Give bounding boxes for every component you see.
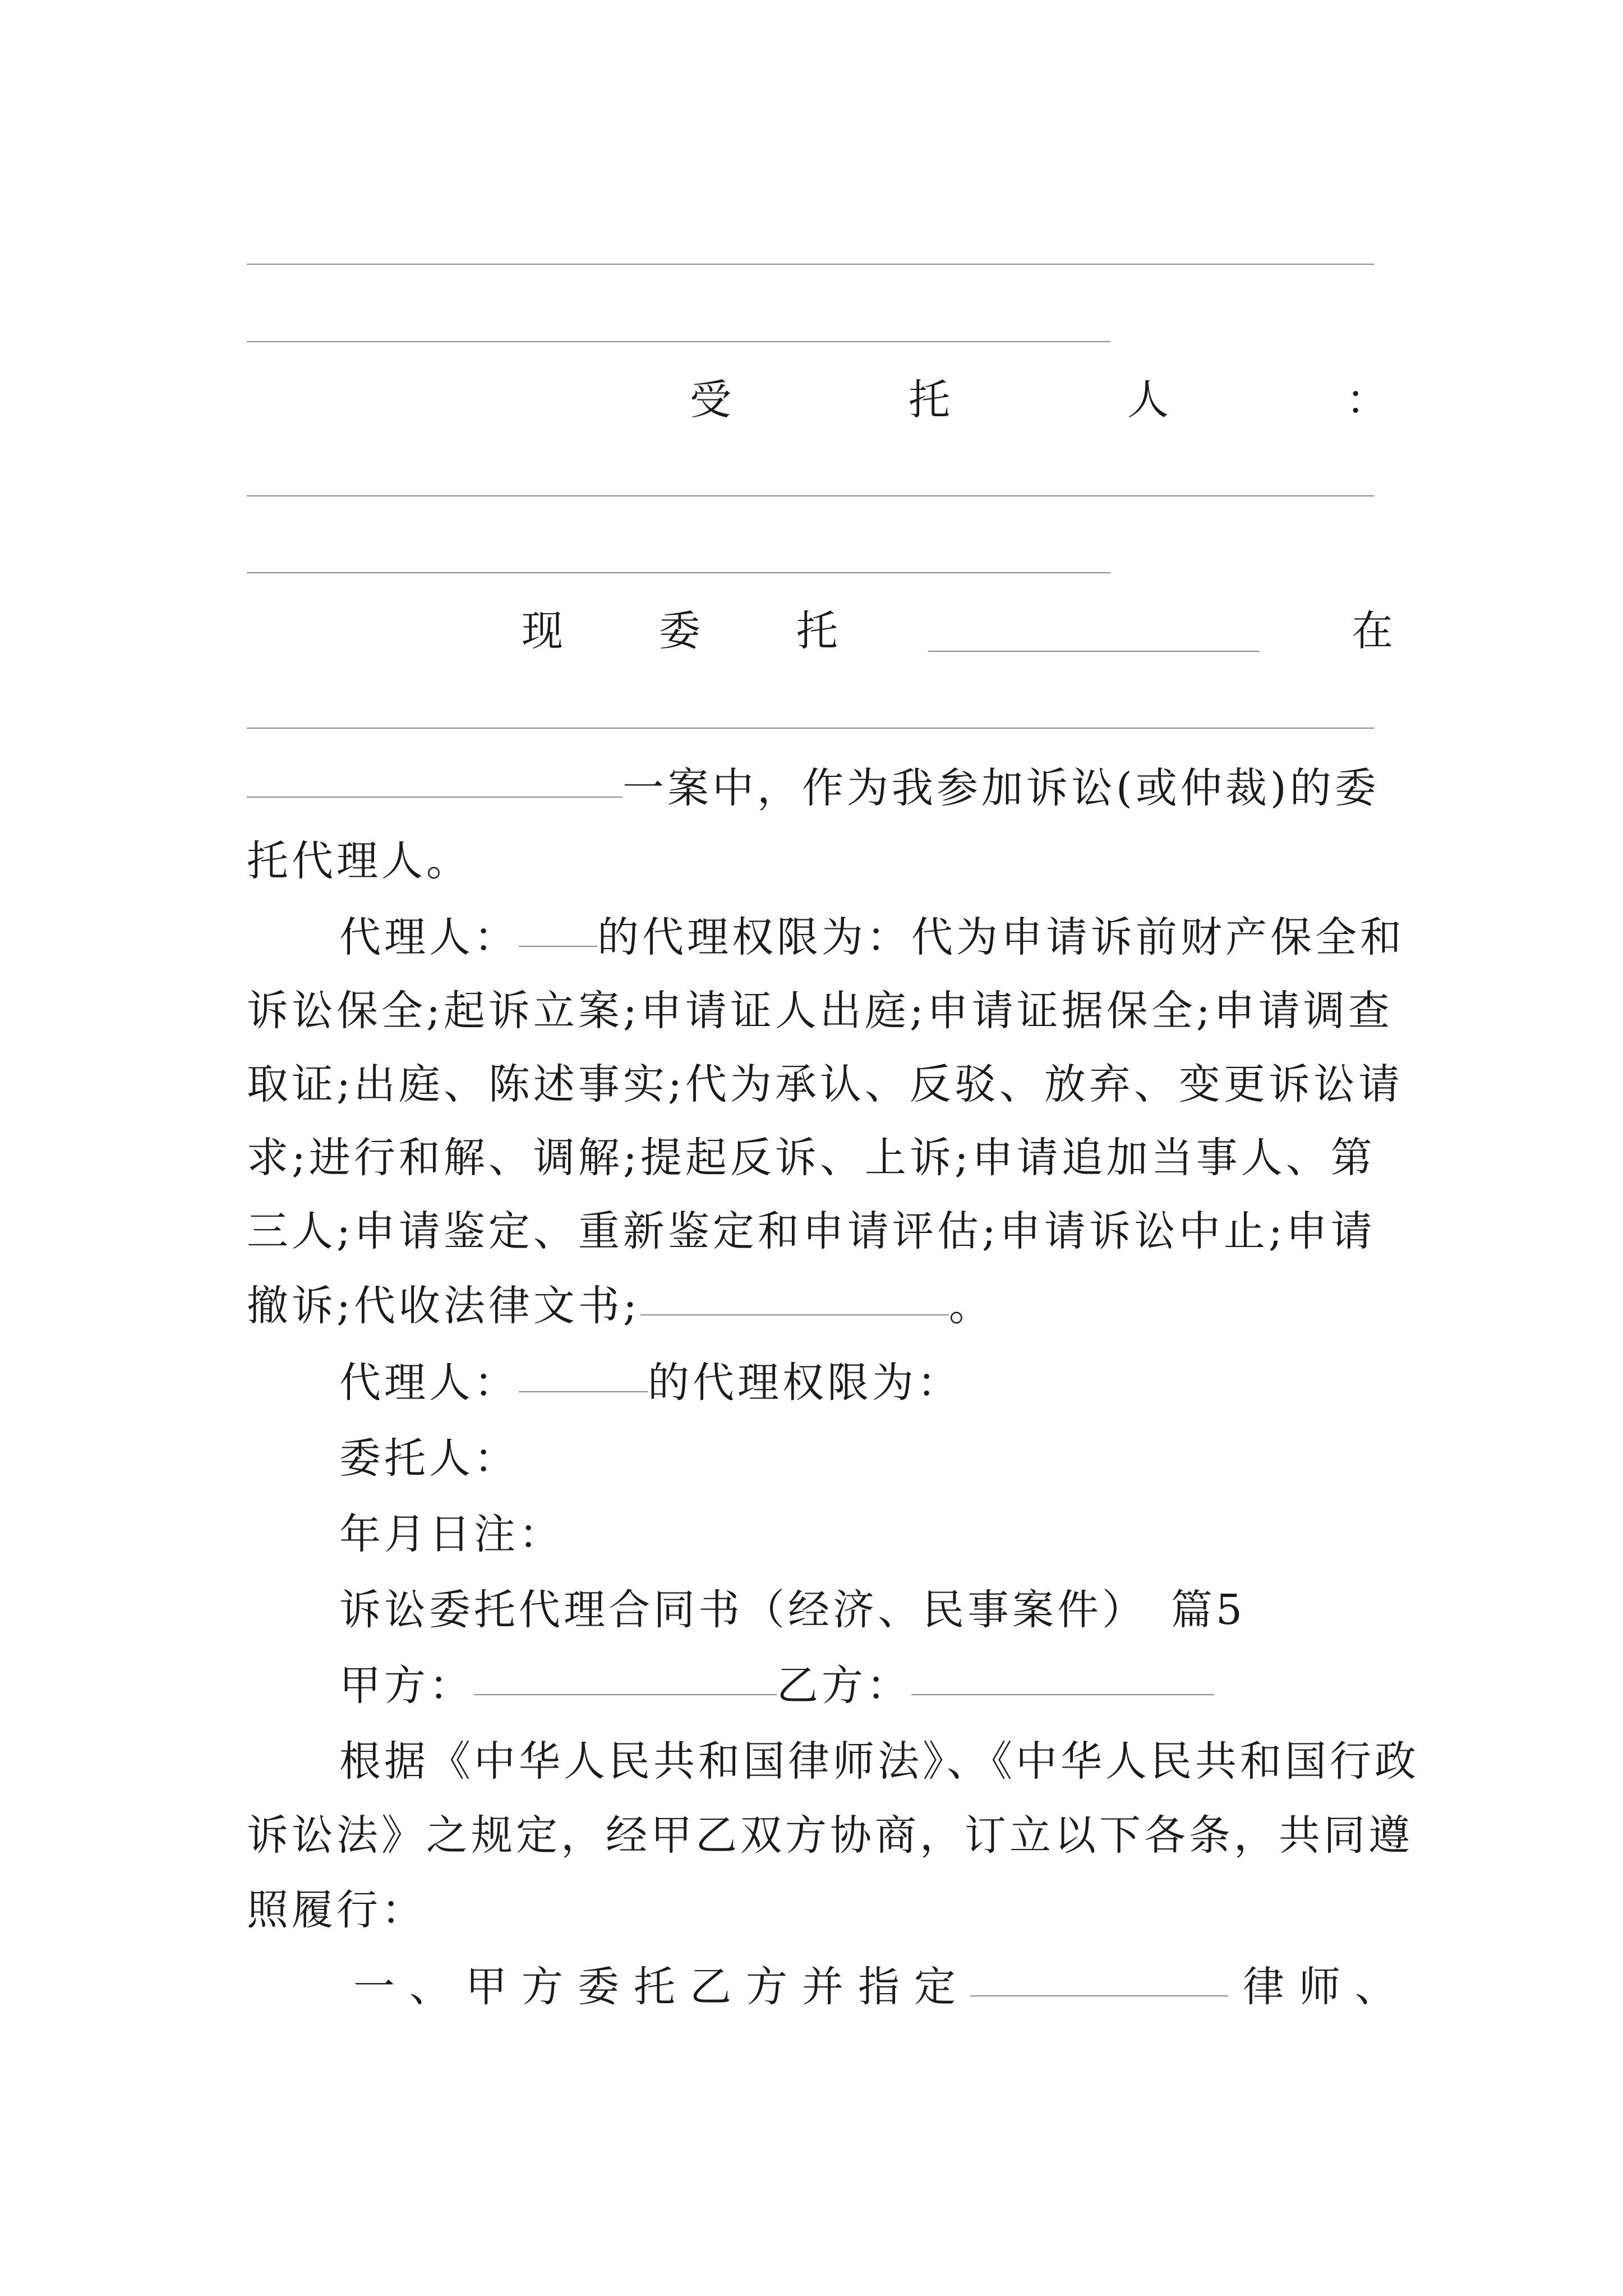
entrust-char: 现	[522, 607, 563, 655]
principal-line: 委托人：	[339, 1434, 519, 1483]
paragraph-line: 根据《中华人民共和国律师法》、《中华人民共和国行政	[339, 1737, 1419, 1786]
heading-char: 托	[909, 376, 950, 424]
blank-line	[247, 341, 1110, 342]
blank-line	[970, 1995, 1228, 1996]
entrust-char: 托	[796, 607, 838, 655]
blank-line	[247, 728, 1374, 729]
clause-text: 律师、	[1243, 1963, 1411, 2011]
blank-line	[519, 1391, 648, 1392]
blank-line	[247, 572, 1110, 573]
para-text: 。	[948, 1282, 994, 1330]
clause-line	[353, 1962, 1411, 2012]
blank-line	[247, 264, 1374, 265]
blank-line	[640, 1314, 949, 1315]
entrust-char: 委	[659, 607, 700, 655]
paragraph-line: 诉讼法》之规定，经甲乙双方协商，订立以下各条，共同遵	[247, 1811, 1413, 1860]
agent-line	[247, 836, 1391, 886]
party-a-label: 甲方：	[339, 1662, 474, 1710]
paragraph-line: 取证;出庭、陈述事实;代为承认、反驳、放弃、变更诉讼请	[247, 1060, 1403, 1108]
para-text: 代理人：	[339, 1359, 519, 1407]
paragraph-line	[339, 912, 1405, 963]
blank-line	[247, 495, 1374, 496]
para-text: 撤诉;代收法律文书;	[247, 1282, 640, 1330]
paragraph-line: 照履行：	[247, 1886, 426, 1934]
blank-line	[911, 1694, 1214, 1695]
para-text: 的代理权限为：代为申请诉前财产保全和	[597, 913, 1405, 961]
blank-line	[928, 651, 1259, 652]
para-text: 代理人：	[339, 913, 519, 961]
date-note-line: 年月日注：	[339, 1510, 564, 1558]
blank-line	[519, 946, 597, 947]
clause-text: 一、甲方委托乙方并指定	[353, 1963, 970, 2011]
blank-line	[474, 1694, 777, 1695]
heading-char: ：	[1346, 376, 1387, 424]
at-label: 在	[1352, 607, 1393, 655]
paragraph-line	[247, 1281, 1391, 1331]
parties-line	[339, 1660, 1394, 1711]
section-title: 诉讼委托代理合同书（经济、民事案件） 篇5	[339, 1586, 1246, 1634]
heading-char: 人	[1127, 376, 1169, 424]
heading-char: 受	[690, 376, 731, 424]
paragraph-line	[339, 1358, 1394, 1408]
party-b-label: 乙方：	[777, 1662, 911, 1710]
paragraph-line: 诉讼保全;起诉立案;申请证人出庭;申请证据保全;申请调查	[247, 987, 1393, 1035]
case-line	[247, 763, 1391, 813]
case-text: 一案中，作为我参加诉讼(或仲裁)的委	[623, 764, 1380, 812]
blank-line	[247, 797, 623, 798]
paragraph-line: 三人;申请鉴定、重新鉴定和申请评估;申请诉讼中止;申请	[247, 1207, 1376, 1255]
agent-text: 托代理人。	[247, 837, 471, 885]
para-text: 的代理权限为：	[648, 1359, 962, 1407]
paragraph-line: 求;进行和解、调解;提起反诉、上诉;申请追加当事人、第	[247, 1134, 1376, 1182]
